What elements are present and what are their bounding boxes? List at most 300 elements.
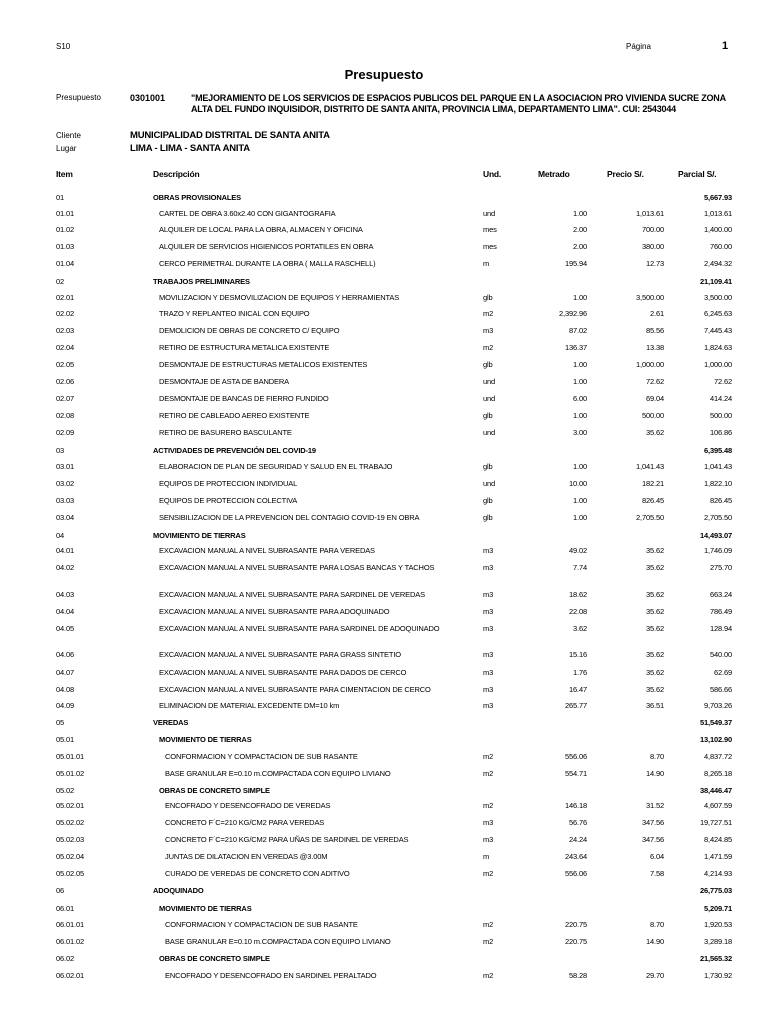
item-quantity: 15.16 — [568, 650, 587, 659]
item-code: 02.05 — [56, 360, 75, 369]
item-unit: und — [483, 479, 496, 488]
table-row — [0, 920, 768, 934]
item-code: 01.03 — [56, 242, 75, 251]
item-partial: 4,837.72 — [704, 752, 732, 761]
item-price: 500.00 — [641, 411, 664, 420]
item-description: BASE GRANULAR E=0.10 m.COMPACTADA CON EQUIPO LIVIANO — [165, 769, 391, 778]
table-row — [0, 546, 768, 560]
table-row — [0, 293, 768, 307]
report-code: S10 — [56, 42, 71, 51]
item-code: 05.02.02 — [56, 818, 84, 827]
item-partial: 62.69 — [713, 668, 732, 677]
item-code: 04.05 — [56, 624, 75, 633]
item-quantity: 1.00 — [573, 209, 587, 218]
item-description: DESMONTAJE DE BANCAS DE FIERRO FUNDIDO — [159, 394, 329, 403]
item-quantity: 1.00 — [573, 360, 587, 369]
item-partial: 51,549.37 — [699, 718, 732, 727]
item-description: MOVILIZACION Y DESMOVILIZACION DE EQUIPOS Y HERRAMIENTAS — [159, 293, 400, 302]
table-row — [0, 343, 768, 357]
item-quantity: 1.00 — [573, 513, 587, 522]
client-label: Cliente — [56, 131, 81, 140]
item-description: EXCAVACION MANUAL A NIVEL SUBRASANTE PARA CIMENTACION DE CERCO — [159, 685, 431, 694]
item-partial: 1,746.09 — [704, 546, 732, 555]
item-unit: m2 — [483, 937, 494, 946]
item-description: MOVIMIENTO DE TIERRAS — [153, 531, 246, 540]
item-partial: 26,775.03 — [699, 886, 732, 895]
item-price: 3,500.00 — [636, 293, 664, 302]
item-quantity: 49.02 — [568, 546, 587, 555]
item-unit: und — [483, 428, 496, 437]
item-code: 01 — [56, 193, 65, 202]
item-partial: 38,446.47 — [699, 786, 732, 795]
item-code: 06.02.01 — [56, 971, 84, 980]
item-description: OBRAS PROVISIONALES — [153, 193, 241, 202]
item-code: 02.03 — [56, 326, 75, 335]
budget-name: "MEJORAMIENTO DE LOS SERVICIOS DE ESPACIOS PUBLICOS DEL PARQUE EN LA ASOCIACION PRO VIVIENDA SUCRE ZONA ALTA DEL FUNDO INQUISIDOR, DISTRITO DE SANTA ANITA, PROVINCIA LIMA, DEPARTAMENTO LIMA". CUI: 2543044 — [191, 93, 726, 114]
item-code: 02.08 — [56, 411, 75, 420]
item-description: ALQUILER DE SERVICIOS HIGIENICOS PORTATILES EN OBRA — [159, 242, 374, 251]
item-code: 05.02.01 — [56, 801, 84, 810]
page-title: Presupuesto — [344, 67, 424, 82]
item-description: ADOQUINADO — [153, 886, 204, 895]
item-price: 85.56 — [645, 326, 664, 335]
item-unit: m3 — [483, 650, 494, 659]
column-header-quantity: Metrado — [538, 169, 570, 179]
item-unit: m3 — [483, 546, 494, 555]
item-price: 1,041.43 — [636, 462, 664, 471]
item-description: CONFORMACION Y COMPACTACION DE SUB RASANTE — [165, 920, 358, 929]
item-code: 05.02 — [56, 786, 75, 795]
item-partial: 21,565.32 — [699, 954, 732, 963]
table-row — [0, 607, 768, 621]
item-quantity: 16.47 — [568, 685, 587, 694]
item-quantity: 1.00 — [573, 462, 587, 471]
table-row — [0, 394, 768, 408]
item-unit: m2 — [483, 769, 494, 778]
item-price: 347.56 — [641, 818, 664, 827]
item-code: 03.01 — [56, 462, 75, 471]
item-quantity: 195.94 — [564, 259, 587, 268]
item-price: 35.62 — [645, 668, 664, 677]
table-group-row — [0, 954, 768, 968]
item-code: 03.02 — [56, 479, 75, 488]
item-price: 35.62 — [645, 563, 664, 572]
item-unit: m3 — [483, 685, 494, 694]
item-quantity: 556.06 — [564, 752, 587, 761]
place-name: LIMA - LIMA - SANTA ANITA — [130, 143, 250, 154]
item-price: 31.52 — [645, 801, 664, 810]
table-row — [0, 869, 768, 883]
item-partial: 1,013.61 — [704, 209, 732, 218]
table-row — [0, 411, 768, 425]
item-partial: 13,102.90 — [699, 735, 732, 744]
item-price: 8.70 — [650, 920, 664, 929]
item-unit: m2 — [483, 752, 494, 761]
item-description: CARTEL DE OBRA 3.60x2.40 CON GIGANTOGRAFIA — [159, 209, 336, 218]
item-code: 01.02 — [56, 225, 75, 234]
table-group-row — [0, 193, 768, 207]
client-name: MUNICIPALIDAD DISTRITAL DE SANTA ANITA — [130, 130, 330, 141]
item-description: VEREDAS — [153, 718, 189, 727]
item-description: EXCAVACION MANUAL A NIVEL SUBRASANTE PARA SARDINEL DE ADOQUINADO — [159, 624, 440, 633]
item-code: 06.01.02 — [56, 937, 84, 946]
item-unit: m2 — [483, 869, 494, 878]
item-description: ALQUILER DE LOCAL PARA LA OBRA, ALMACEN Y OFICINA — [159, 225, 363, 234]
item-code: 05 — [56, 718, 65, 727]
item-partial: 1,824.63 — [704, 343, 732, 352]
item-description: OBRAS DE CONCRETO SIMPLE — [159, 786, 270, 795]
item-unit: glb — [483, 360, 493, 369]
item-description: EQUIPOS DE PROTECCION COLECTIVA — [159, 496, 298, 505]
item-description: ELABORACION DE PLAN DE SEGURIDAD Y SALUD EN EL TRABAJO — [159, 462, 393, 471]
table-row — [0, 937, 768, 951]
item-quantity: 58.28 — [568, 971, 587, 980]
item-quantity: 554.71 — [564, 769, 587, 778]
item-code: 06.01 — [56, 904, 75, 913]
table-row — [0, 685, 768, 699]
table-row — [0, 835, 768, 849]
item-unit: m2 — [483, 801, 494, 810]
item-unit: mes — [483, 225, 497, 234]
item-description: MOVIMIENTO DE TIERRAS — [159, 735, 252, 744]
item-description: CURADO DE VEREDAS DE CONCRETO CON ADITIVO — [165, 869, 350, 878]
item-unit: glb — [483, 513, 493, 522]
item-unit: m2 — [483, 920, 494, 929]
item-price: 35.62 — [645, 546, 664, 555]
item-code: 04.08 — [56, 685, 75, 694]
item-unit: m2 — [483, 971, 494, 980]
table-row — [0, 701, 768, 715]
item-price: 826.45 — [641, 496, 664, 505]
item-description: CONFORMACION Y COMPACTACION DE SUB RASANTE — [165, 752, 358, 761]
table-row — [0, 752, 768, 766]
table-row — [0, 650, 768, 664]
table-row — [0, 209, 768, 223]
table-group-row — [0, 446, 768, 460]
column-header-item: Item — [56, 169, 73, 179]
item-partial: 586.66 — [709, 685, 732, 694]
item-code: 02.04 — [56, 343, 75, 352]
item-description: EXCAVACION MANUAL A NIVEL SUBRASANTE PARA DADOS DE CERCO — [159, 668, 407, 677]
item-description: RETIRO DE ESTRUCTURA METALICA EXISTENTE — [159, 343, 330, 352]
item-code: 04.02 — [56, 563, 75, 572]
item-unit: glb — [483, 462, 493, 471]
item-description: SENSIBILIZACION DE LA PREVENCION DEL CONTAGIO COVID-19 EN OBRA — [159, 513, 420, 522]
item-price: 12.73 — [645, 259, 664, 268]
item-code: 05.01.02 — [56, 769, 84, 778]
item-description: EXCAVACION MANUAL A NIVEL SUBRASANTE PARA LOSAS BANCAS Y TACHOS — [159, 563, 435, 572]
item-description: OBRAS DE CONCRETO SIMPLE — [159, 954, 270, 963]
table-row — [0, 563, 768, 577]
item-code: 05.01 — [56, 735, 75, 744]
item-code: 02.09 — [56, 428, 75, 437]
item-partial: 6,245.63 — [704, 309, 732, 318]
item-code: 04.04 — [56, 607, 75, 616]
item-quantity: 22.08 — [568, 607, 587, 616]
item-price: 35.62 — [645, 650, 664, 659]
item-code: 04.09 — [56, 701, 75, 710]
item-price: 2.61 — [650, 309, 664, 318]
table-row — [0, 479, 768, 493]
item-price: 13.38 — [645, 343, 664, 352]
table-group-row — [0, 786, 768, 800]
item-description: ENCOFRADO Y DESENCOFRADO EN SARDINEL PERALTADO — [165, 971, 377, 980]
item-code: 04.06 — [56, 650, 75, 659]
page-number: 1 — [722, 40, 729, 52]
item-partial: 2,705.50 — [704, 513, 732, 522]
item-quantity: 2,392.96 — [559, 309, 587, 318]
item-description: TRAZO Y REPLANTEO INICAL CON EQUIPO — [159, 309, 310, 318]
item-code: 04.01 — [56, 546, 75, 555]
item-code: 02 — [56, 277, 65, 286]
table-row — [0, 242, 768, 256]
table-group-row — [0, 531, 768, 545]
budget-label: Presupuesto — [56, 93, 101, 102]
place-label: Lugar — [56, 144, 77, 153]
item-description: EQUIPOS DE PROTECCION INDIVIDUAL — [159, 479, 298, 488]
column-header-description: Descripción — [153, 169, 200, 179]
item-unit: m3 — [483, 563, 494, 572]
item-code: 02.06 — [56, 377, 75, 386]
item-partial: 760.00 — [709, 242, 732, 251]
item-code: 01.01 — [56, 209, 75, 218]
item-partial: 8,265.18 — [704, 769, 732, 778]
item-description: CONCRETO F´C=210 KG/CM2 PARA UÑAS DE SARDINEL DE VEREDAS — [165, 835, 409, 844]
item-code: 05.02.04 — [56, 852, 84, 861]
item-unit: mes — [483, 242, 497, 251]
item-unit: m3 — [483, 326, 494, 335]
item-quantity: 1.76 — [573, 668, 587, 677]
item-quantity: 6.00 — [573, 394, 587, 403]
item-price: 69.04 — [645, 394, 664, 403]
item-price: 700.00 — [641, 225, 664, 234]
item-code: 05.02.05 — [56, 869, 84, 878]
item-code: 05.01.01 — [56, 752, 84, 761]
item-unit: glb — [483, 496, 493, 505]
item-partial: 6,395.48 — [704, 446, 732, 455]
item-unit: m3 — [483, 590, 494, 599]
item-partial: 1,822.10 — [704, 479, 732, 488]
table-group-row — [0, 735, 768, 749]
item-partial: 414.24 — [709, 394, 732, 403]
item-price: 380.00 — [641, 242, 664, 251]
item-description: EXCAVACION MANUAL A NIVEL SUBRASANTE PARA VEREDAS — [159, 546, 375, 555]
item-description: ACTIVIDADES DE PREVENCIÓN DEL COVID-19 — [153, 446, 316, 455]
table-group-row — [0, 718, 768, 732]
item-code: 02.01 — [56, 293, 75, 302]
item-code: 06 — [56, 886, 65, 895]
item-description: EXCAVACION MANUAL A NIVEL SUBRASANTE PARA ADOQUINADO — [159, 607, 390, 616]
table-group-row — [0, 277, 768, 291]
item-quantity: 1.00 — [573, 496, 587, 505]
item-partial: 106.86 — [709, 428, 732, 437]
item-unit: und — [483, 377, 496, 386]
table-row — [0, 624, 768, 638]
item-partial: 9,703.26 — [704, 701, 732, 710]
item-price: 36.51 — [645, 701, 664, 710]
item-code: 06.02 — [56, 954, 75, 963]
table-row — [0, 259, 768, 273]
item-quantity: 136.37 — [564, 343, 587, 352]
item-quantity: 56.76 — [568, 818, 587, 827]
table-row — [0, 801, 768, 815]
table-row — [0, 496, 768, 510]
item-code: 01.04 — [56, 259, 75, 268]
page-label: Página — [626, 42, 651, 51]
item-code: 06.01.01 — [56, 920, 84, 929]
item-unit: m3 — [483, 835, 494, 844]
item-description: ELIMINACION DE MATERIAL EXCEDENTE DM=10 km — [159, 701, 340, 710]
table-row — [0, 668, 768, 682]
item-price: 29.70 — [645, 971, 664, 980]
item-partial: 3,289.18 — [704, 937, 732, 946]
item-unit: glb — [483, 293, 493, 302]
item-quantity: 1.00 — [573, 411, 587, 420]
item-partial: 275.70 — [709, 563, 732, 572]
item-code: 03.04 — [56, 513, 75, 522]
table-row — [0, 971, 768, 985]
column-header-price: Precio S/. — [607, 169, 644, 179]
item-partial: 19,727.51 — [699, 818, 732, 827]
table-row — [0, 818, 768, 832]
item-price: 72.62 — [645, 377, 664, 386]
item-quantity: 10.00 — [568, 479, 587, 488]
item-description: EXCAVACION MANUAL A NIVEL SUBRASANTE PARA GRASS SINTETIO — [159, 650, 401, 659]
table-row — [0, 225, 768, 239]
item-price: 6.04 — [650, 852, 664, 861]
item-description: DESMONTAJE DE ASTA DE BANDERA — [159, 377, 289, 386]
budget-code: 0301001 — [130, 93, 166, 103]
item-quantity: 2.00 — [573, 225, 587, 234]
item-price: 35.62 — [645, 607, 664, 616]
item-price: 2,705.50 — [636, 513, 664, 522]
item-partial: 2,494.32 — [704, 259, 732, 268]
item-code: 04 — [56, 531, 65, 540]
item-quantity: 24.24 — [568, 835, 587, 844]
item-quantity: 7.74 — [573, 563, 587, 572]
table-row — [0, 852, 768, 866]
item-partial: 663.24 — [709, 590, 732, 599]
item-price: 8.70 — [650, 752, 664, 761]
item-price: 35.62 — [645, 685, 664, 694]
item-price: 35.62 — [645, 590, 664, 599]
item-quantity: 243.64 — [564, 852, 587, 861]
table-row — [0, 377, 768, 391]
item-quantity: 220.75 — [564, 937, 587, 946]
item-price: 14.90 — [645, 769, 664, 778]
table-row — [0, 769, 768, 783]
item-quantity: 1.00 — [573, 377, 587, 386]
item-partial: 4,214.93 — [704, 869, 732, 878]
table-row — [0, 513, 768, 527]
table-row — [0, 462, 768, 476]
table-row — [0, 590, 768, 604]
item-partial: 8,424.85 — [704, 835, 732, 844]
item-description: MOVIMIENTO DE TIERRAS — [159, 904, 252, 913]
item-quantity: 146.18 — [564, 801, 587, 810]
item-partial: 1,400.00 — [704, 225, 732, 234]
item-partial: 5,209.71 — [704, 904, 732, 913]
item-price: 1,013.61 — [636, 209, 664, 218]
item-unit: m3 — [483, 624, 494, 633]
item-description: RETIRO DE CABLEADO AEREO EXISTENTE — [159, 411, 310, 420]
item-code: 03 — [56, 446, 65, 455]
item-description: ENCOFRADO Y DESENCOFRADO DE VEREDAS — [165, 801, 331, 810]
table-row — [0, 428, 768, 442]
item-unit: m3 — [483, 701, 494, 710]
item-partial: 7,445.43 — [704, 326, 732, 335]
item-description: JUNTAS DE DILATACION EN VEREDAS @3.00M — [165, 852, 328, 861]
item-partial: 500.00 — [709, 411, 732, 420]
item-description: EXCAVACION MANUAL A NIVEL SUBRASANTE PARA SARDINEL DE VEREDAS — [159, 590, 425, 599]
item-partial: 1,730.92 — [704, 971, 732, 980]
item-unit: m — [483, 259, 490, 268]
item-quantity: 3.00 — [573, 428, 587, 437]
item-code: 04.03 — [56, 590, 75, 599]
item-price: 182.21 — [641, 479, 664, 488]
item-partial: 4,607.59 — [704, 801, 732, 810]
item-unit: m2 — [483, 343, 494, 352]
item-description: DEMOLICION DE OBRAS DE CONCRETO C/ EQUIPO — [159, 326, 340, 335]
column-header-unit: Und. — [483, 169, 502, 179]
item-partial: 1,041.43 — [704, 462, 732, 471]
item-unit: m3 — [483, 818, 494, 827]
item-unit: und — [483, 209, 496, 218]
item-partial: 128.94 — [709, 624, 732, 633]
item-description: BASE GRANULAR E=0.10 m.COMPACTADA CON EQUIPO LIVIANO — [165, 937, 391, 946]
item-quantity: 18.62 — [568, 590, 587, 599]
item-partial: 540.00 — [709, 650, 732, 659]
item-partial: 21,109.41 — [699, 277, 732, 286]
table-row — [0, 326, 768, 340]
item-code: 02.07 — [56, 394, 75, 403]
item-price: 35.62 — [645, 428, 664, 437]
item-quantity: 3.62 — [573, 624, 587, 633]
item-partial: 5,667.93 — [704, 193, 732, 202]
item-unit: glb — [483, 411, 493, 420]
item-quantity: 556.06 — [564, 869, 587, 878]
table-row — [0, 309, 768, 323]
item-unit: m3 — [483, 668, 494, 677]
item-partial: 72.62 — [713, 377, 732, 386]
item-unit: m2 — [483, 309, 494, 318]
item-price: 14.90 — [645, 937, 664, 946]
item-partial: 14,493.07 — [699, 531, 732, 540]
item-quantity: 2.00 — [573, 242, 587, 251]
item-price: 347.56 — [641, 835, 664, 844]
column-header-partial: Parcial S/. — [678, 169, 717, 179]
item-code: 03.03 — [56, 496, 75, 505]
item-unit: und — [483, 394, 496, 403]
table-row — [0, 360, 768, 374]
item-partial: 1,000.00 — [704, 360, 732, 369]
item-code: 04.07 — [56, 668, 75, 677]
item-partial: 1,471.59 — [704, 852, 732, 861]
item-description: RETIRO DE BASURERO BASCULANTE — [159, 428, 292, 437]
item-quantity: 1.00 — [573, 293, 587, 302]
item-description: CONCRETO F´C=210 KG/CM2 PARA VEREDAS — [165, 818, 325, 827]
item-code: 05.02.03 — [56, 835, 84, 844]
item-quantity: 220.75 — [564, 920, 587, 929]
item-unit: m — [483, 852, 490, 861]
item-unit: m3 — [483, 607, 494, 616]
item-quantity: 265.77 — [564, 701, 587, 710]
item-partial: 826.45 — [709, 496, 732, 505]
table-group-row — [0, 886, 768, 900]
item-partial: 1,920.53 — [704, 920, 732, 929]
item-partial: 786.49 — [709, 607, 732, 616]
item-quantity: 87.02 — [568, 326, 587, 335]
